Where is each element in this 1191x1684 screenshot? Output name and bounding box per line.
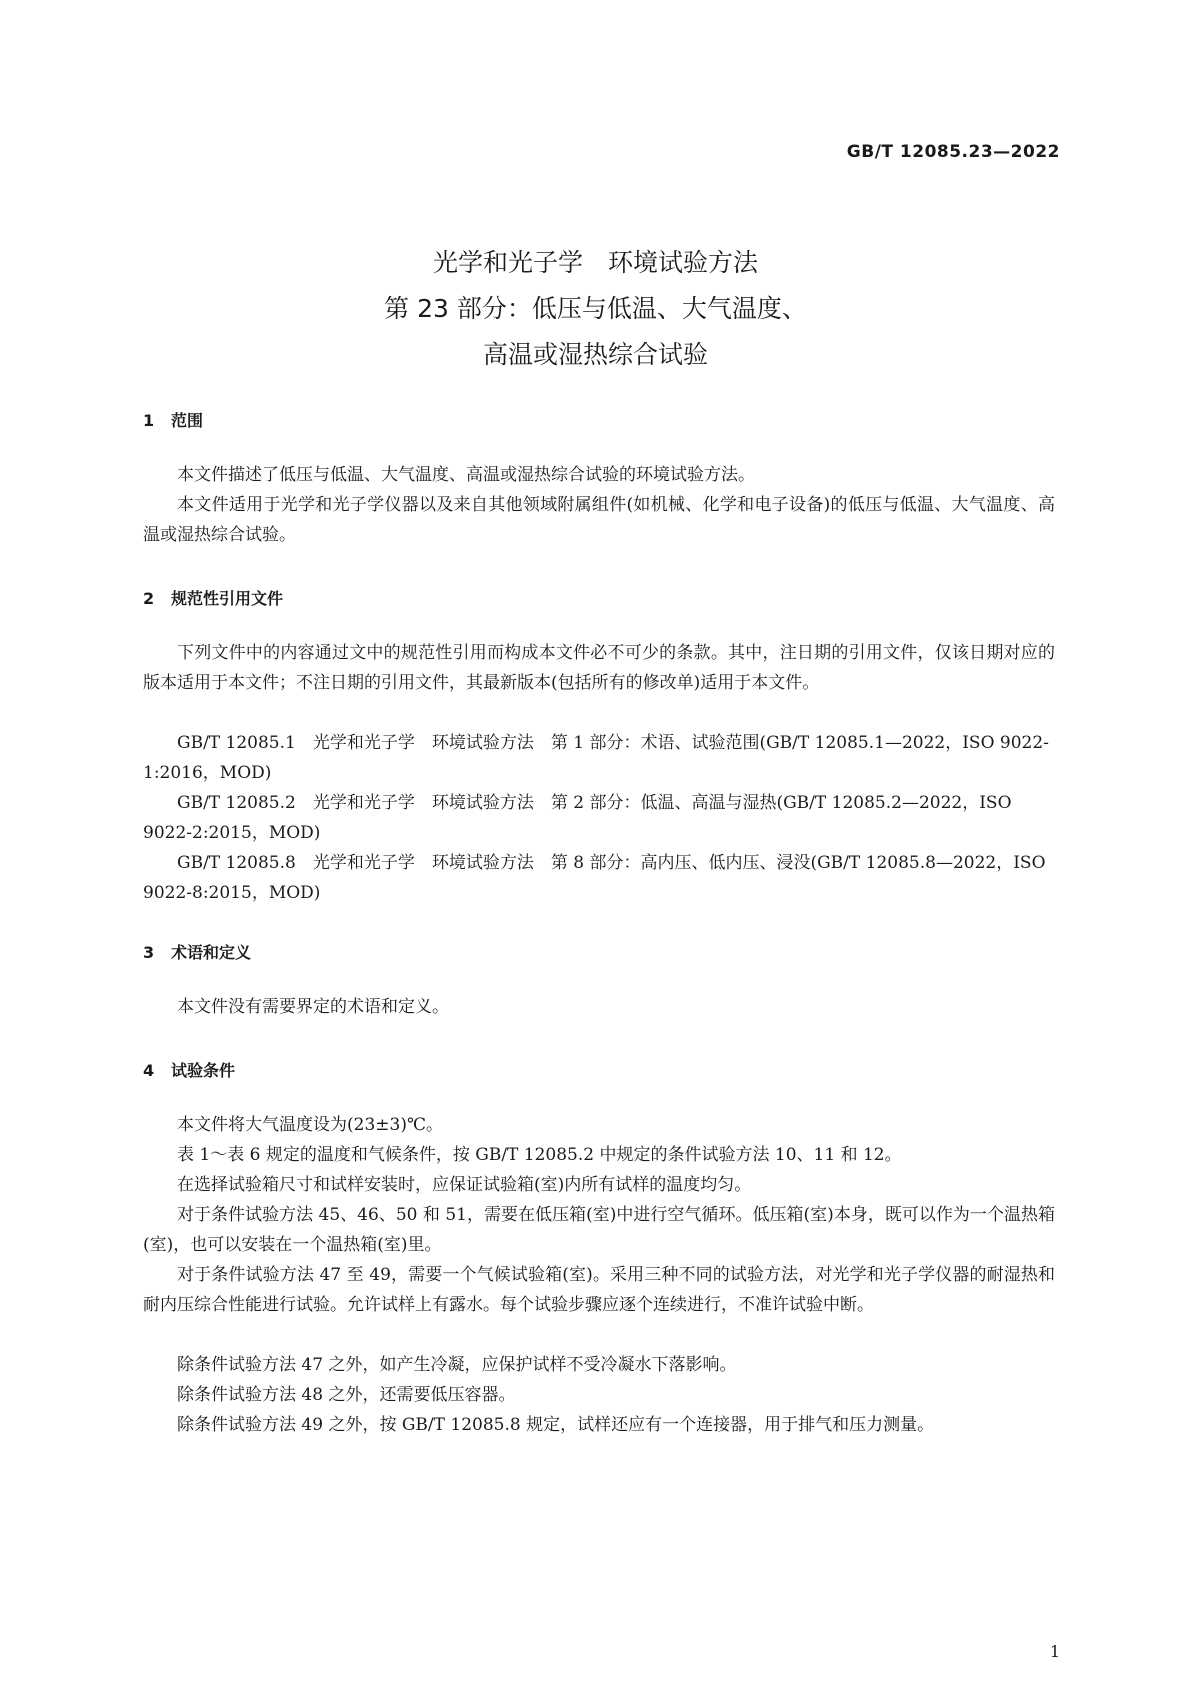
section-1-heading (143, 408, 203, 431)
section-4-para: 除条件试验方法 49 之外，按 GB/T 12085.8 规定，试样还应有一个连接器，用于排气和压力测量。 (177, 1415, 935, 1435)
section-4-para: 除条件试验方法 48 之外，还需要低压容器。 (177, 1385, 516, 1405)
section-4-para: 除条件试验方法 47 之外，如产生冷凝，应保护试样不受冷凝水下落影响。 (177, 1355, 737, 1375)
section-3-para-1: 本文件没有需要界定的术语和定义。 (177, 997, 449, 1017)
section-4-heading (143, 1058, 235, 1081)
section-2-heading (143, 586, 283, 609)
title-line-1: 光学和光子学 环境试验方法 (432, 248, 758, 277)
section-4-para: 在选择试验箱尺寸和试样安装时，应保证试验箱(室)内所有试样的温度均匀。 (177, 1175, 752, 1195)
reference-item: GB/T 12085.8 光学和光子学 环境试验方法 第 8 部分：高内压、低内压、浸没(GB/T 12085.8—2022，ISO 9022-8:2015，MOD) (143, 853, 1046, 903)
reference-item: GB/T 12085.2 光学和光子学 环境试验方法 第 2 部分：低温、高温与湿热(GB/T 12085.2—2022，ISO 9022-2:2015，MOD) (143, 793, 1012, 843)
section-3-heading (143, 940, 251, 963)
section-number: 3 (143, 943, 155, 962)
page-number: 1 (1049, 1642, 1060, 1661)
section-title: 规范性引用文件 (171, 589, 284, 608)
section-4-para: 对于条件试验方法 47 至 49，需要一个气候试验箱(室)。采用三种不同的试验方法，对光学和光子学仪器的耐湿热和耐内压综合性能进行试验。允许试样上有露水。每个试验步骤应逐个连续进行，不准许试验中断。 (143, 1265, 1055, 1315)
title-line-2: 第 23 部分：低压与低温、大气温度、 (384, 294, 807, 323)
section-number: 4 (143, 1061, 155, 1080)
reference-item: GB/T 12085.1 光学和光子学 环境试验方法 第 1 部分：术语、试验范围(GB/T 12085.1—2022，ISO 9022-1:2016，MOD) (143, 733, 1049, 783)
section-4-para: 表 1～表 6 规定的温度和气候条件，按 GB/T 12085.2 中规定的条件试验方法 10、11 和 12。 (177, 1145, 902, 1165)
section-title: 范围 (171, 411, 204, 430)
section-number: 1 (143, 411, 155, 430)
section-1-para-2: 本文件适用于光学和光子学仪器以及来自其他领域附属组件(如机械、化学和电子设备)的低压与低温、大气温度、高温或湿热综合试验。 (143, 495, 1055, 545)
section-4-para: 对于条件试验方法 45、46、50 和 51，需要在低压箱(室)中进行空气循环。低压箱(室)本身，既可以作为一个温热箱(室)，也可以安装在一个温热箱(室)里。 (143, 1205, 1055, 1255)
document-title (0, 240, 1191, 378)
title-line-3: 高温或湿热综合试验 (482, 340, 708, 369)
section-2-para-1: 下列文件中的内容通过文中的规范性引用而构成本文件必不可少的条款。其中，注日期的引用文件，仅该日期对应的版本适用于本文件；不注日期的引用文件，其最新版本(包括所有的修改单)适用于本文件。 (143, 643, 1055, 693)
section-4-para: 本文件将大气温度设为(23±3)℃。 (177, 1115, 443, 1135)
standard-code: GB/T 12085.23—2022 (846, 142, 1060, 162)
section-title: 试验条件 (171, 1061, 236, 1080)
section-title: 术语和定义 (171, 943, 252, 962)
section-1-para-1: 本文件描述了低压与低温、大气温度、高温或湿热综合试验的环境试验方法。 (177, 465, 755, 485)
section-number: 2 (143, 589, 155, 608)
